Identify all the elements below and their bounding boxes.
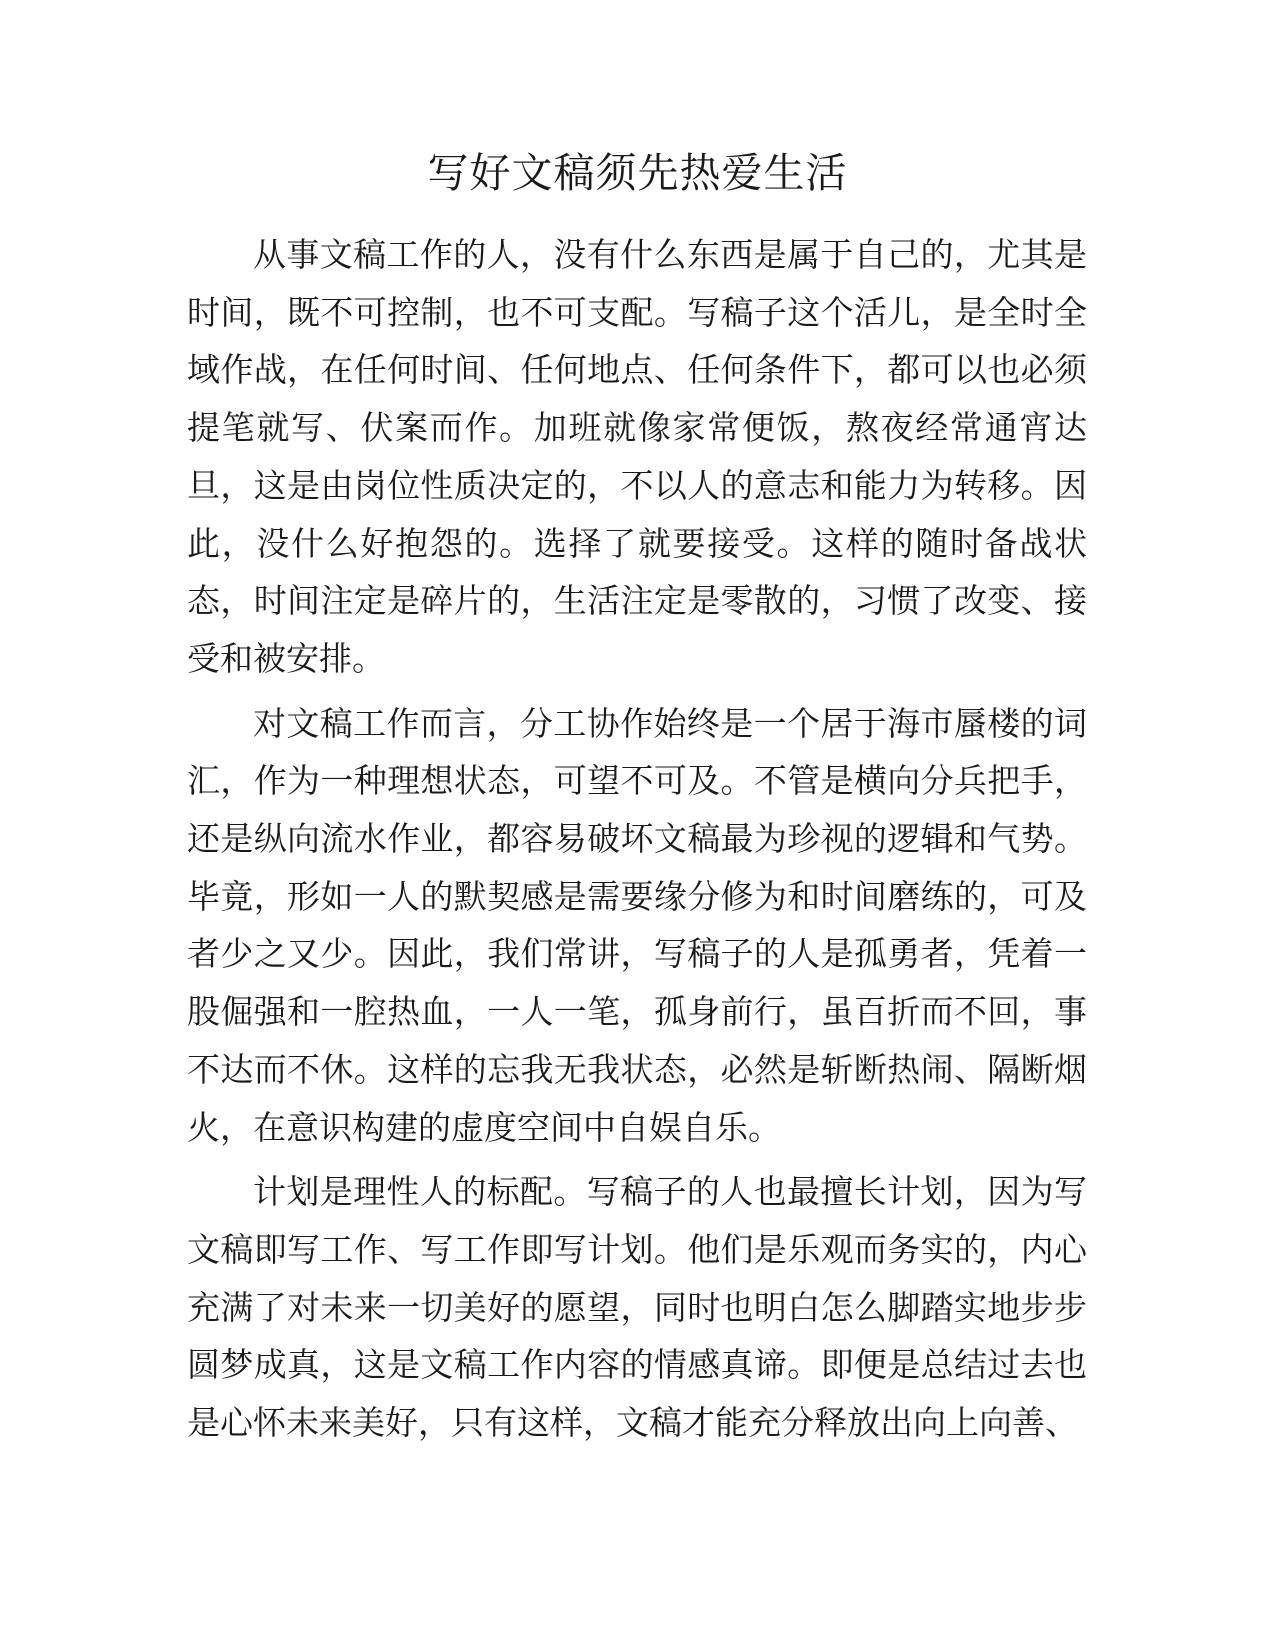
paragraph-1: 从事文稿工作的人，没有什么东西是属于自己的，尤其是时间，既不可控制，也不可支配。写稿子这个活儿，是全时全域作战，在任何时间、任何地点、任何条件下，都可以也必须提笔就写、伏案而作。加班就像家常便饭，熬夜经常通宵达旦，这是由岗位性质决定的，不以人的意志和能力为转移。因此，没什么好抱怨的。选择了就要接受。这样的随时备战状态，时间注定是碎片的，生活注定是零散的，习惯了改变、接受和被安排。	[187, 235, 1087, 678]
paragraph-2: 对文稿工作而言，分工协作始终是一个居于海市蜃楼的词汇，作为一种理想状态，可望不可及。不管是横向分兵把手，还是纵向流水作业，都容易破坏文稿最为珍视的逻辑和气势。毕竟，形如一人的默契感是需要缘分修为和时间磨练的，可及者少之又少。因此，我们常讲，写稿子的人是孤勇者，凭着一股倔强和一腔热血，一人一笔，孤身前行，虽百折而不回，事不达而不休。这样的忘我无我状态，必然是斩断热闹、隔断烟火，在意识构建的虚度空间中自娱自乐。	[187, 703, 1087, 1147]
document-body	[187, 226, 1087, 1459]
document-title: 写好文稿须先热爱生活	[427, 149, 848, 197]
paragraph-3: 计划是理性人的标配。写稿子的人也最擅长计划，因为写文稿即写工作、写工作即写计划。他们是乐观而务实的，内心充满了对未来一切美好的愿望，同时也明白怎么脚踏实地步步圆梦成真，这是文稿工作内容的情感真谛。即便是总结过去也是心怀未来美好，只有这样，文稿才能充分释放出向上向善、	[187, 1172, 1087, 1443]
